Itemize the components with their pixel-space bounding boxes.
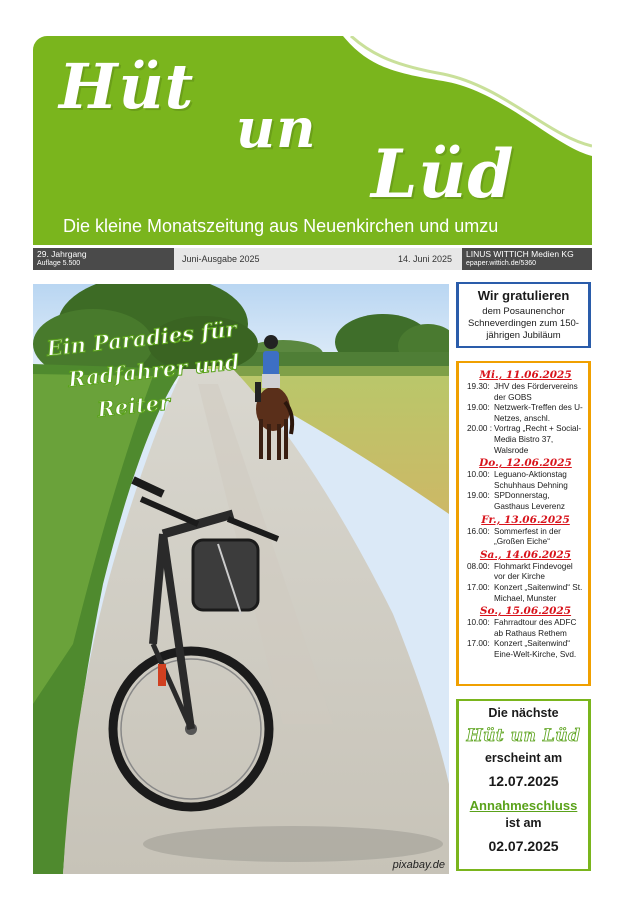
event-time: 16.00: — [467, 526, 490, 536]
event-item — [467, 527, 584, 548]
event-time: 10.00: — [467, 618, 490, 628]
event-text: Sommerfest in der „Großen Eiche“ — [494, 526, 561, 547]
masthead-subtitle: Die kleine Monatszeitung aus Neuenkirchen und umzu — [63, 216, 499, 236]
event-item — [467, 562, 584, 583]
event-item — [467, 491, 584, 512]
event-time: 10.00: — [467, 470, 490, 480]
masthead — [33, 36, 592, 245]
issue-label: Juni-Ausgabe 2025 — [182, 254, 260, 264]
epaper-link[interactable]: epaper.wittich.de/5360 — [466, 260, 537, 267]
title-word-hut: Hüt — [59, 50, 195, 123]
event-day-heading: Do., 12.06.2025 — [479, 457, 572, 470]
event-text: Vortrag „Recht + Social-Media Bistro 37, Walsrode — [494, 424, 582, 455]
event-day-heading: So., 15.06.2025 — [479, 605, 572, 618]
next-issue-date: 12.07.2025 — [488, 773, 559, 789]
events-box — [456, 361, 591, 686]
event-time: 19.00: — [467, 403, 490, 413]
event-time: 19.30: — [467, 382, 490, 391]
event-item — [467, 618, 584, 639]
title-word-lud: Lüd — [371, 135, 515, 213]
issue-block — [174, 248, 462, 270]
event-item — [467, 639, 584, 660]
congratulations-heading: Wir gratulieren — [477, 288, 570, 303]
deadline-date: 02.07.2025 — [488, 838, 559, 854]
event-text: Konzert „Saitenwind“ St. Michael, Munster — [494, 582, 583, 603]
event-text: JHV des Fördervereins der GOBS — [494, 382, 578, 402]
event-time: 20.00 : — [467, 424, 493, 434]
congratulations-text: dem Posaunenchor Schneverdingen zum 150-jährigen Jubiläum — [468, 306, 579, 341]
event-day-heading: Fr., 13.06.2025 — [481, 513, 570, 526]
cover-slogan — [45, 312, 245, 430]
event-time: 08.00: — [467, 561, 490, 571]
cover-photo — [33, 284, 449, 874]
info-bar — [33, 248, 592, 270]
deadline-is: ist am — [505, 816, 542, 830]
next-issue-box — [456, 699, 591, 871]
event-day — [467, 549, 584, 604]
event-day — [467, 457, 584, 512]
event-item — [467, 403, 584, 424]
next-issue-appears: erscheint am — [484, 751, 563, 765]
title-word-un: un — [236, 96, 317, 160]
event-text: SPDonnerstag, Gasthaus Leverenz — [494, 491, 566, 511]
volume-text: 29. Jahrgang — [37, 249, 87, 259]
event-text: Leguano-Aktionstag Schuhhaus Dehning — [494, 470, 568, 490]
slogan-line-1: Ein Paradies für — [45, 316, 238, 361]
event-item — [467, 470, 584, 491]
event-text: Flohmarkt Findevogel vor der Kirche — [494, 561, 573, 582]
deadline-label: Annahmeschluss — [469, 798, 578, 813]
event-item — [467, 424, 584, 456]
publisher-block — [462, 248, 592, 270]
event-text: Konzert „Saitenwind“ Eine-Welt-Kirche, Svd. — [494, 639, 577, 659]
volume-block — [33, 248, 174, 270]
slogan-line-3: Reiter — [96, 389, 172, 422]
event-text: Fahrradtour des ADFC ab Rathaus Rethem — [494, 618, 577, 638]
congratulations-box — [456, 282, 591, 348]
event-day — [467, 369, 584, 456]
event-day-heading: Sa., 14.06.2025 — [479, 548, 572, 561]
circulation-text: Auflage 5.500 — [37, 260, 81, 267]
event-item — [467, 583, 584, 604]
event-day — [467, 514, 584, 548]
next-issue-logo: Hüt un Lüd — [466, 726, 581, 746]
photo-credit: pixabay.de — [392, 859, 445, 871]
event-text: Netzwerk-Treffen des U-Netzes, anschl. — [494, 403, 583, 423]
event-time: 17.00: — [467, 582, 490, 592]
issue-date: 14. Juni 2025 — [397, 254, 452, 264]
event-time: 19.00: — [467, 491, 490, 501]
event-item — [467, 382, 584, 403]
event-time: 17.00: — [467, 639, 490, 649]
next-issue-intro: Die nächste — [488, 706, 559, 720]
event-day — [467, 605, 584, 660]
publisher-name: LINUS WITTICH Medien KG — [466, 249, 574, 259]
event-day-heading: Mi., 11.06.2025 — [479, 369, 572, 381]
slogan-line-2: Radfahrer und — [66, 348, 241, 392]
